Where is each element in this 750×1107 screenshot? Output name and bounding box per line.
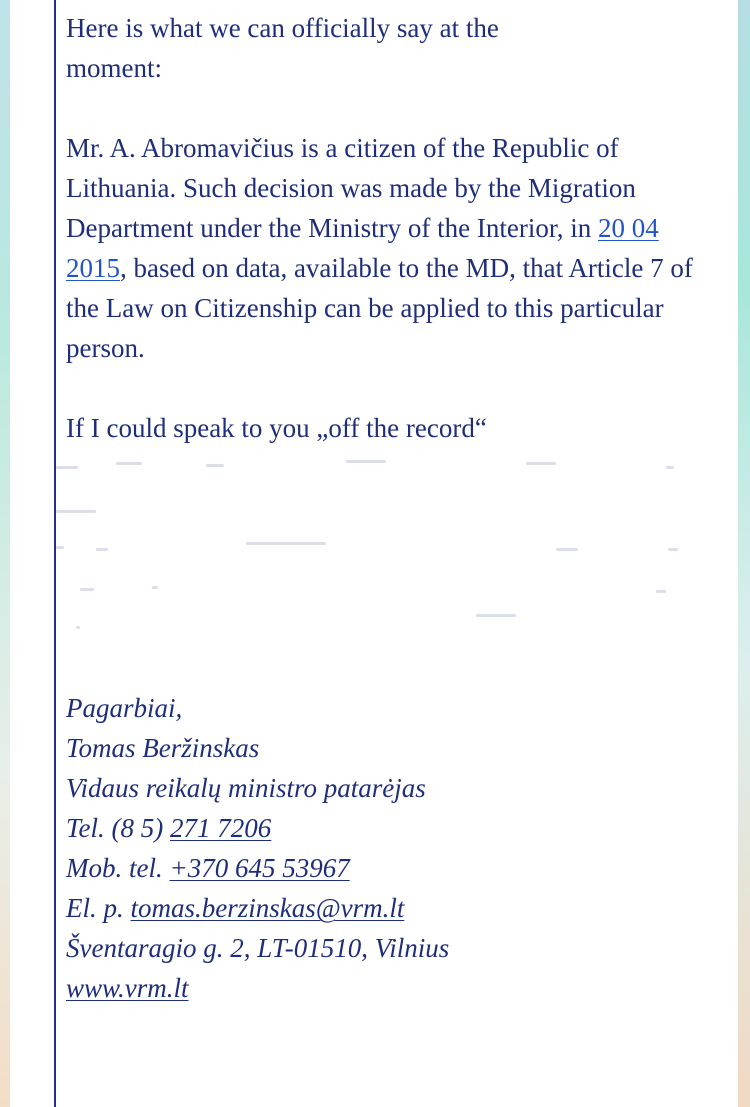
signature-phone bbox=[66, 808, 706, 848]
paragraph-gap bbox=[66, 88, 706, 128]
paragraph-gap bbox=[66, 368, 706, 408]
signature-name: Tomas Beržinskas bbox=[66, 733, 260, 763]
signature-closing: Pagarbiai, bbox=[66, 693, 183, 723]
website-link[interactable]: www.vrm.lt bbox=[66, 973, 189, 1003]
background-right-edge bbox=[738, 0, 750, 1107]
citizenship-text-end: , based on data, available to the MD, that Article 7 of the Law on Citizenship can be applied to this particular person. bbox=[66, 253, 693, 363]
email-label: El. p. bbox=[66, 893, 131, 923]
mobile-link[interactable]: +370 645 53967 bbox=[169, 853, 350, 883]
email-link[interactable]: tomas.berzinskas@vrm.lt bbox=[130, 893, 405, 923]
signature-mobile bbox=[66, 848, 706, 888]
intro-line-2: moment: bbox=[66, 53, 162, 83]
phone-link[interactable]: 271 7206 bbox=[170, 813, 272, 843]
message-body bbox=[66, 8, 706, 1008]
signature-website-line bbox=[66, 968, 706, 1008]
redacted-text-area bbox=[56, 448, 706, 648]
paragraph-gap bbox=[66, 648, 706, 688]
mobile-label: Mob. tel. bbox=[66, 853, 170, 883]
signature-address: Šventaragio g. 2, LT-01510, Vilnius bbox=[66, 933, 450, 963]
phone-label: Tel. (8 5) bbox=[66, 813, 171, 843]
date-link[interactable]: 20 04 2015 bbox=[66, 213, 659, 283]
citizenship-paragraph bbox=[66, 128, 706, 368]
signature-block bbox=[66, 688, 706, 1008]
off-record-line: If I could speak to you „off the record“ bbox=[66, 413, 487, 443]
intro-line-1: Here is what we can officially say at the bbox=[66, 13, 499, 43]
background-left-edge bbox=[0, 0, 10, 1107]
signature-email bbox=[66, 888, 706, 928]
signature-position: Vidaus reikalų ministro patarėjas bbox=[66, 773, 426, 803]
message-card bbox=[10, 0, 738, 1107]
citizenship-text-start: Mr. A. Abromavičius is a citizen of the Republic of Lithuania. Such decision was made by the Migration Department under the Ministry of the Interior, in bbox=[66, 133, 636, 243]
